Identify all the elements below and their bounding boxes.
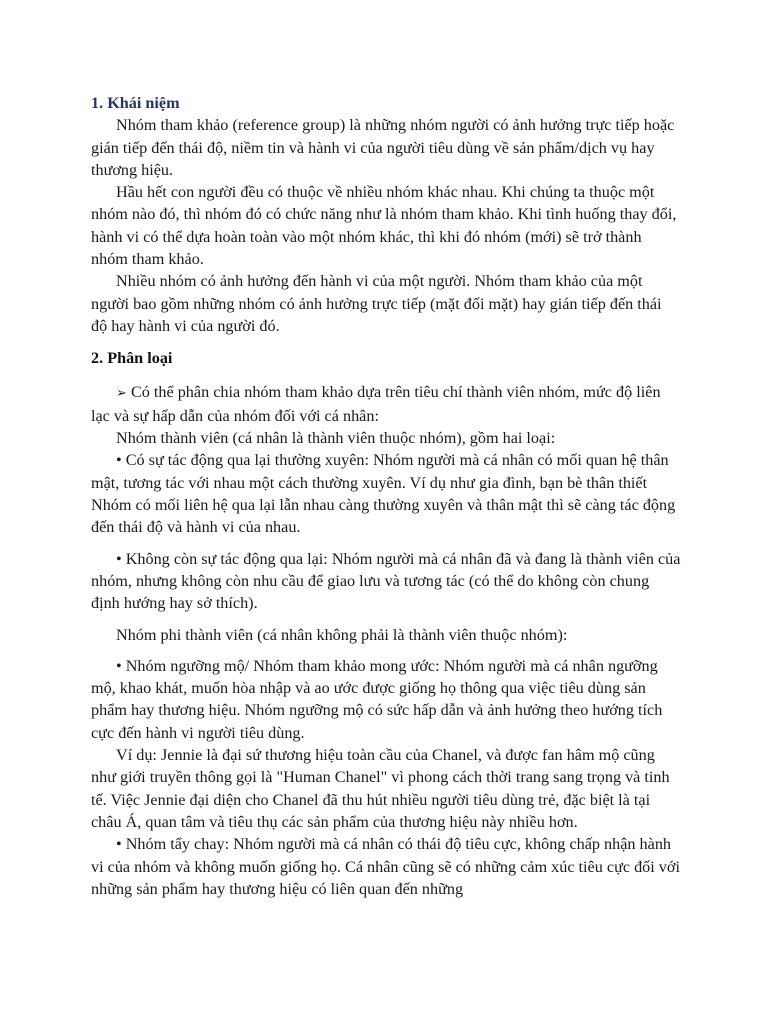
paragraph-non-member-group: Nhóm phi thành viên (cá nhân không phải là thành viên thuộc nhóm): (116, 625, 568, 644)
bullet-frequent-interaction: • Có sự tác động qua lại thường xuyên: Nhóm người mà cá nhân có mối quan hệ thân mật, tương tác với nhau một cách thường xuyên. Ví dụ như gia đình, bạn bè thân thiết Nhóm có mối liên hệ qua lại lẫn nhau càng thường xuyên và thân mật thì sẽ càng tác động đến thái độ và hành vi của nhau. (91, 451, 676, 537)
arrow-list-item (91, 381, 681, 428)
paragraph-multiple-groups: Hầu hết con người đều có thuộc về nhiều nhóm khác nhau. Khi chúng ta thuộc một nhóm nào đó, thì nhóm đó có chức năng như là nhóm tham khảo. Khi tình huống thay đổi, hành vi có thể dựa hoàn toàn vào một nhóm khác, thì khi đó nhóm (mới) sẽ trở thành nhóm tham khảo. (91, 183, 677, 269)
document-body (91, 92, 681, 900)
paragraph-definition: Nhóm tham khảo (reference group) là những nhóm người có ảnh hưởng trực tiếp hoặc gián tiếp đến thái độ, niềm tin và hành vi của người tiêu dùng về sản phẩm/dịch vụ hay thương hiệu. (91, 116, 675, 179)
arrow-bullet-icon: ➢ (116, 385, 127, 401)
bullet-aspirational-group: • Nhóm ngưỡng mộ/ Nhóm tham khảo mong ước: Nhóm người mà cá nhân ngưỡng mộ, khao khát, muốn hòa nhập và ao ước được giống họ thông qua việc tiêu dùng sản phẩm hay thương hiệu. Nhóm ngưỡng mộ có sức hấp dẫn và ảnh hưởng theo hướng tích cực đến hành vi người tiêu dùng. (91, 656, 663, 742)
paragraph-influence: Nhiều nhóm có ảnh hưởng đến hành vi của một người. Nhóm tham khảo của một người bao gồm những nhóm có ảnh hưởng trực tiếp (mặt đối mặt) hay gián tiếp đến thái độ hay hành vi của người đó. (91, 272, 662, 335)
heading-phan-loai: 2. Phân loại (91, 349, 173, 368)
bullet-dissociative-group: • Nhóm tẩy chay: Nhóm người mà cá nhân có thái độ tiêu cực, không chấp nhận hành vi của nhóm và không muốn giống họ. Cá nhân cũng sẽ có những cảm xúc tiêu cực đối với những sản phẩm hay thương hiệu có liên quan đến những (91, 835, 680, 898)
paragraph-example-jennie: Ví dụ: Jennie là đại sứ thương hiệu toàn cầu của Chanel, và được fan hâm mộ cũng như giới truyền thông gọi là "Human Chanel" vì phong cách thời trang sang trọng và tinh tế. Việc Jennie đại diện cho Chanel đã thu hút nhiều người tiêu dùng trẻ, đặc biệt là tại châu Á, quan tâm và tiêu thụ các sản phẩm của thương hiệu này nhiều hơn. (91, 746, 670, 831)
arrow-item-text: Có thể phân chia nhóm tham khảo dựa trên tiêu chí thành viên nhóm, mức độ liên lạc và sự hấp dẫn của nhóm đối với cá nhân: (91, 382, 661, 425)
bullet-no-longer-interaction: • Không còn sự tác động qua lại: Nhóm người mà cá nhân đã và đang là thành viên của nhóm, nhưng không còn nhu cầu để giao lưu và tương tác (có thể do không còn chung định hướng hay sở thích). (91, 549, 681, 613)
paragraph-member-group: Nhóm thành viên (cá nhân là thành viên thuộc nhóm), gồm hai loại: (116, 429, 556, 448)
heading-khai-niem: 1. Khái niệm (91, 94, 180, 112)
